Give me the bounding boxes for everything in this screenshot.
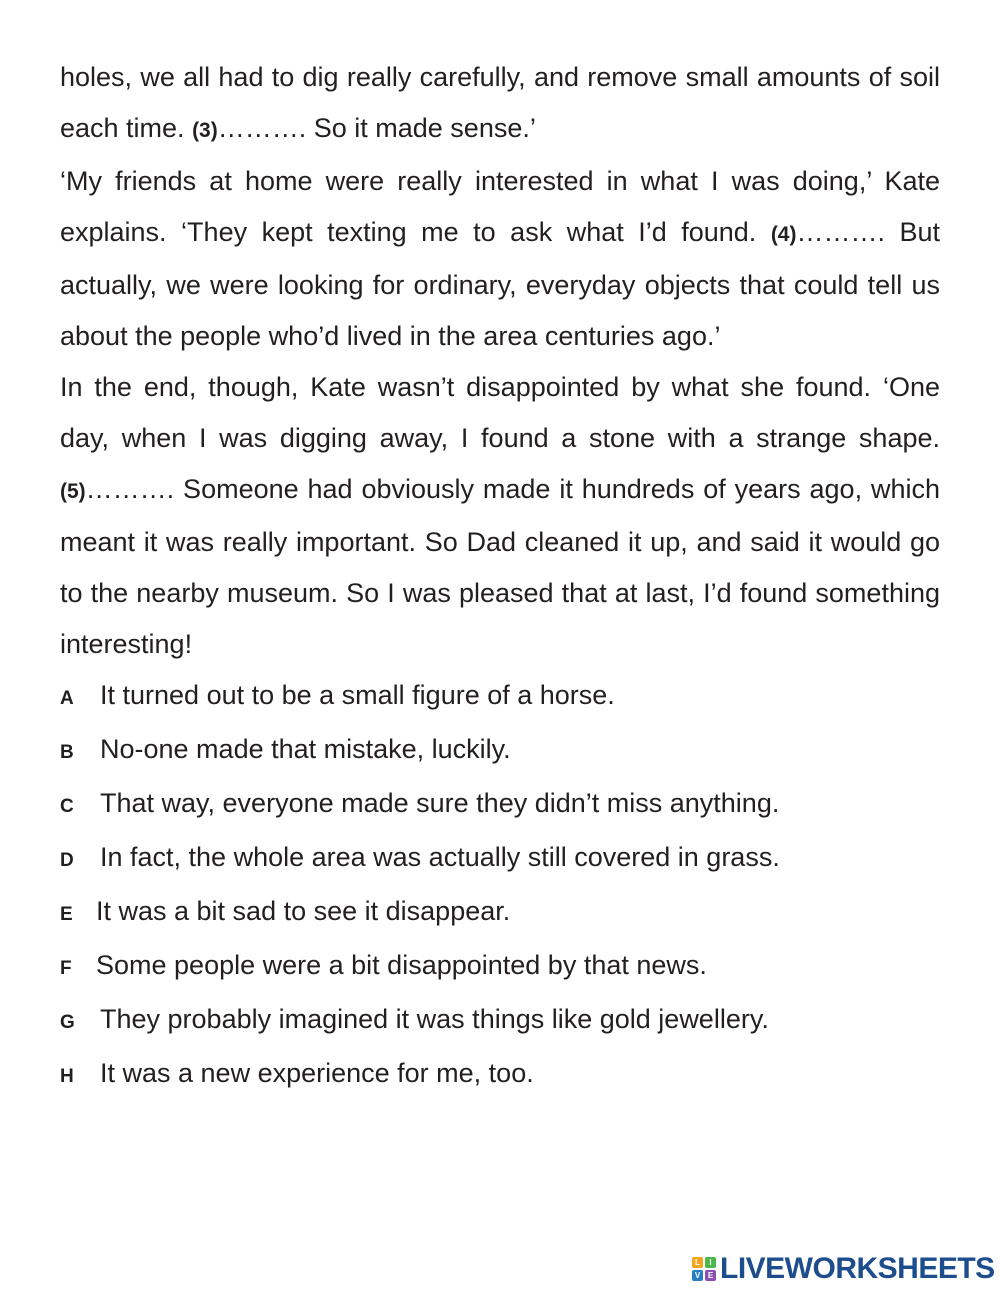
- gap-number[interactable]: (3): [192, 119, 218, 142]
- option-letter: C: [60, 796, 74, 817]
- option-c[interactable]: [60, 778, 940, 832]
- gap-number[interactable]: (4): [770, 223, 797, 246]
- paragraph-text: ………. But actually, we were looking for ordinary, everyday objects that could tell us about the people who’d lived in the area centuries ago.’: [60, 217, 941, 351]
- logo-mark-icon: [692, 1257, 716, 1281]
- option-b[interactable]: [60, 724, 940, 778]
- option-text: That way, everyone made sure they didn’t miss anything.: [100, 788, 780, 818]
- option-text: They probably imagined it was things like gold jewellery.: [100, 1004, 769, 1034]
- paragraph-text: holes, we all had to dig really carefully, and remove small amounts of soil each time.: [60, 62, 940, 143]
- paragraph-text: ………. So it made sense.’: [217, 113, 536, 143]
- worksheet-page: [60, 52, 940, 1102]
- option-text: In fact, the whole area was actually still covered in grass.: [100, 842, 780, 872]
- option-letter: D: [60, 850, 74, 871]
- option-letter: F: [60, 958, 72, 979]
- logo-mark-square: I: [705, 1257, 716, 1268]
- option-letter: B: [60, 742, 74, 763]
- option-letter: H: [60, 1066, 74, 1087]
- option-text: It was a bit sad to see it disappear.: [96, 896, 511, 926]
- option-text: It turned out to be a small figure of a horse.: [100, 680, 615, 710]
- paragraph-text: ………. Someone had obviously made it hundreds of years ago, which meant it was really important. So Dad cleaned it up, and said it would go to the nearby museum. So I was pleased that at last, I’d found something interesting!: [60, 474, 940, 659]
- logo-mark-square: E: [705, 1270, 716, 1281]
- paragraph: [60, 52, 940, 156]
- logo-text: LIVEWORKSHEETS: [720, 1252, 995, 1285]
- answer-options-list: [60, 670, 940, 1102]
- option-text: Some people were a bit disappointed by that news.: [96, 950, 707, 980]
- option-letter: E: [60, 904, 73, 925]
- reading-text: [60, 52, 940, 670]
- option-e[interactable]: [60, 886, 940, 940]
- paragraph-text: ‘My friends at home were really interested in what I was doing,’ Kate explains. ‘They kept texting me to ask what I’d found.: [60, 166, 940, 247]
- option-text: No-one made that mistake, luckily.: [100, 734, 511, 764]
- option-f[interactable]: [60, 940, 940, 994]
- logo-mark-square: L: [692, 1257, 703, 1268]
- paragraph: [60, 362, 940, 670]
- liveworksheets-logo[interactable]: [692, 1254, 995, 1284]
- option-a[interactable]: [60, 670, 940, 724]
- option-text: It was a new experience for me, too.: [100, 1058, 534, 1088]
- logo-mark-square: V: [692, 1270, 703, 1281]
- gap-number[interactable]: (5): [60, 480, 86, 503]
- paragraph-text: In the end, though, Kate wasn’t disappointed by what she found. ‘One day, when I was digging away, I found a stone with a strange shape.: [60, 372, 940, 453]
- option-g[interactable]: [60, 994, 940, 1048]
- option-h[interactable]: [60, 1048, 940, 1102]
- option-d[interactable]: [60, 832, 940, 886]
- paragraph: [60, 156, 940, 362]
- option-letter: A: [60, 688, 74, 709]
- option-letter: G: [60, 1012, 75, 1033]
